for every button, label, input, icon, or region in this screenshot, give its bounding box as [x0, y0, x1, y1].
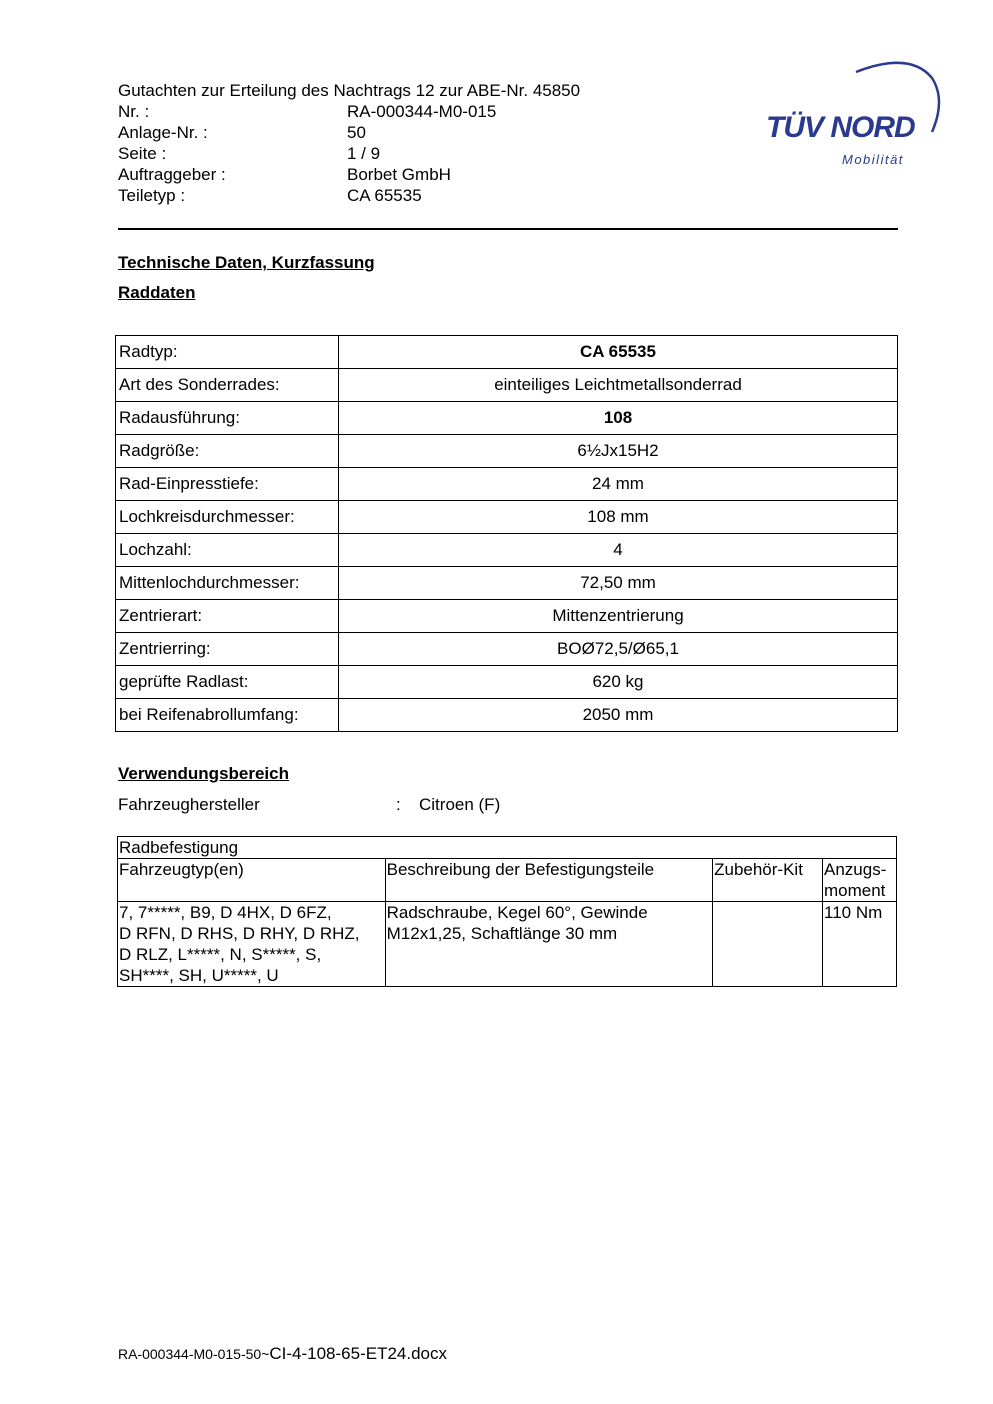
- wheel-data-label: geprüfte Radlast:: [116, 666, 339, 699]
- wheel-data-row: [116, 600, 898, 633]
- header-field-row: [118, 122, 678, 143]
- wheel-data-row: [116, 666, 898, 699]
- header-field-label: Seite :: [118, 144, 167, 163]
- header-field-row: [118, 164, 678, 185]
- wheel-data-value: 108 mm: [339, 501, 898, 534]
- footer-filename: [118, 1344, 447, 1364]
- footer-file-name: CI-4-108-65-ET24.docx: [269, 1344, 448, 1363]
- wheel-data-label: Lochkreisdurchmesser:: [116, 501, 339, 534]
- wheel-data-row: [116, 501, 898, 534]
- footer-doc-number: RA-000344-M0-015-50~: [118, 1346, 270, 1362]
- fixing-cell: 110 Nm: [823, 902, 897, 987]
- header-field-value: 1 / 9: [347, 144, 381, 163]
- header-field-value: 50: [347, 123, 366, 142]
- tuv-nord-logo-graphic: [760, 56, 950, 171]
- section-wheel-data: Raddaten: [118, 283, 196, 302]
- wheel-data-value: BOØ72,5/Ø65,1: [339, 633, 898, 666]
- header-field-row: [118, 143, 678, 164]
- wheel-data-value: 6½Jx15H2: [339, 435, 898, 468]
- wheel-data-value: 620 kg: [339, 666, 898, 699]
- wheel-data-label: bei Reifenabrollumfang:: [116, 699, 339, 732]
- fixing-header-row: [118, 859, 897, 902]
- wheel-data-value: einteiliges Leichtmetallsonderrad: [339, 369, 898, 402]
- wheel-data-label: Zentrierart:: [116, 600, 339, 633]
- section-usage-range: Verwendungsbereich: [118, 764, 289, 783]
- wheel-data-row: [116, 699, 898, 732]
- logo-wordmark: TÜV NORD: [766, 111, 915, 144]
- tuv-nord-logo: [760, 56, 950, 171]
- section-technical-summary: Technische Daten, Kurzfassung: [118, 253, 375, 272]
- wheel-data-label: Radgröße:: [116, 435, 339, 468]
- wheel-data-row: [116, 336, 898, 369]
- wheel-data-value: 4: [339, 534, 898, 567]
- header-field-value: RA-000344-M0-015: [347, 102, 497, 121]
- wheel-data-label: Mittenlochdurchmesser:: [116, 567, 339, 600]
- wheel-data-row: [116, 633, 898, 666]
- fixing-cell: [713, 902, 823, 987]
- header-field-label: Teiletyp :: [118, 186, 186, 205]
- header-field-value: CA 65535: [347, 186, 422, 205]
- wheel-data-label: Rad-Einpresstiefe:: [116, 468, 339, 501]
- wheel-data-value: Mittenzentrierung: [339, 600, 898, 633]
- wheel-data-value: 24 mm: [339, 468, 898, 501]
- document-header: [118, 80, 678, 206]
- header-field-row: [118, 101, 678, 122]
- wheel-data-value: 108: [339, 402, 898, 435]
- wheel-data-row: [116, 402, 898, 435]
- manufacturer-separator: :: [396, 795, 401, 814]
- wheel-data-label: Lochzahl:: [116, 534, 339, 567]
- wheel-data-label: Zentrierring:: [116, 633, 339, 666]
- wheel-data-row: [116, 369, 898, 402]
- wheel-data-value: 2050 mm: [339, 699, 898, 732]
- fixing-column-header: Zubehör-Kit: [713, 859, 823, 902]
- fixing-column-header: Beschreibung der Befestigungsteile: [385, 859, 712, 902]
- header-fields: [118, 101, 678, 206]
- wheel-data-row: [116, 567, 898, 600]
- wheel-data-value: 72,50 mm: [339, 567, 898, 600]
- wheel-data-label: Art des Sonderrades:: [116, 369, 339, 402]
- wheel-data-value: CA 65535: [339, 336, 898, 369]
- manufacturer-label: Fahrzeughersteller: [118, 795, 260, 814]
- header-field-value: Borbet GmbH: [347, 165, 451, 184]
- fixing-table-title: Radbefestigung: [118, 837, 897, 859]
- wheel-data-row: [116, 435, 898, 468]
- wheel-fixing-table: [117, 836, 897, 987]
- fixing-cell: 7, 7*****, B9, D 4HX, D 6FZ, D RFN, D RHS, D RHY, D RHZ, D RLZ, L*****, N, S*****, S, SH****, SH, U*****, U: [118, 902, 386, 987]
- fixing-cell: Radschraube, Kegel 60°, Gewinde M12x1,25, Schaftlänge 30 mm: [385, 902, 712, 987]
- fixing-data-row: [118, 902, 897, 987]
- header-field-label: Nr. :: [118, 102, 150, 121]
- header-field-label: Anlage-Nr. :: [118, 123, 208, 142]
- header-divider: [118, 228, 898, 230]
- wheel-data-row: [116, 468, 898, 501]
- wheel-data-label: Radausführung:: [116, 402, 339, 435]
- header-field-row: [118, 185, 678, 206]
- wheel-data-row: [116, 534, 898, 567]
- fixing-column-header: Fahrzeugtyp(en): [118, 859, 386, 902]
- header-title: Gutachten zur Erteilung des Nachtrags 12 zur ABE-Nr. 45850: [118, 81, 581, 100]
- wheel-data-label: Radtyp:: [116, 336, 339, 369]
- wheel-data-table: [115, 335, 898, 732]
- logo-subtitle: Mobilität: [842, 152, 904, 167]
- fixing-title-row: [118, 837, 897, 859]
- manufacturer-value: Citroen (F): [419, 795, 501, 814]
- fixing-column-header: Anzugs- moment: [823, 859, 897, 902]
- header-field-label: Auftraggeber :: [118, 165, 226, 184]
